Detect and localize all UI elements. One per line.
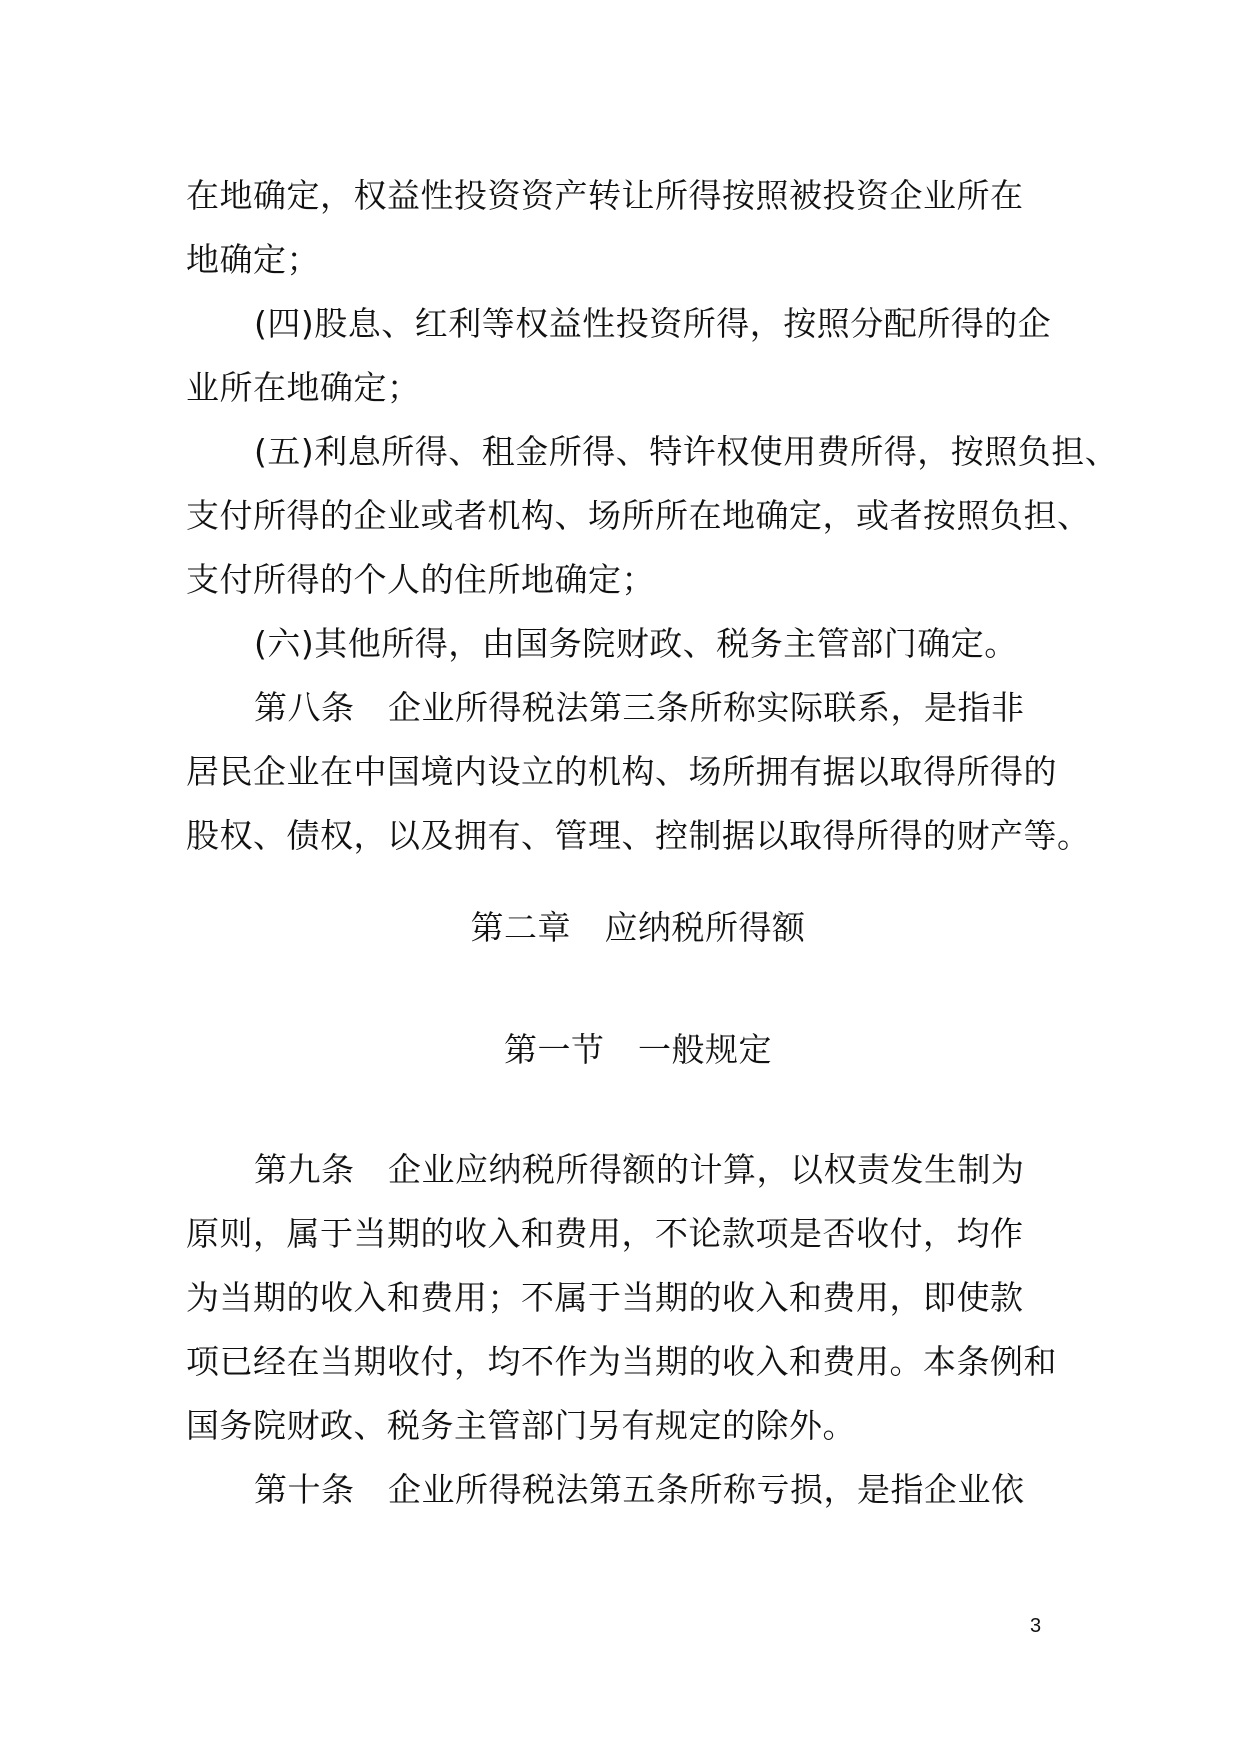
text-line: (六)其他所得，由国务院财政、税务主管部门确定。 [254, 624, 1018, 663]
text-line: 业所在地确定； [186, 368, 421, 407]
text-line: 为当期的收入和费用；不属于当期的收入和费用，即使款 [186, 1278, 1024, 1317]
text-line: (五)利息所得、租金所得、特许权使用费所得，按照负担、 [254, 432, 1119, 471]
article-10-start: 第十条 企业所得税法第五条所称亏损，是指企业依 [254, 1470, 1025, 1509]
article-9-start: 第九条 企业应纳税所得额的计算，以权责发生制为 [254, 1150, 1025, 1189]
text-line: 在地确定，权益性投资资产转让所得按照被投资企业所在 [186, 176, 1024, 215]
text-line: 原则，属于当期的收入和费用，不论款项是否收付，均作 [186, 1214, 1024, 1253]
page-number: 3 [1030, 1615, 1042, 1637]
text-line: 国务院财政、税务主管部门另有规定的除外。 [186, 1406, 856, 1445]
text-line: (四)股息、红利等权益性投资所得，按照分配所得的企 [254, 304, 1052, 343]
text-line: 支付所得的个人的住所地确定； [186, 560, 655, 599]
chapter-heading: 第二章 应纳税所得额 [470, 908, 806, 947]
text-line: 地确定； [186, 240, 320, 279]
article-8-start: 第八条 企业所得税法第三条所称实际联系，是指非 [254, 688, 1025, 727]
text-line: 支付所得的企业或者机构、场所所在地确定，或者按照负担、 [186, 496, 1091, 535]
text-line: 项已经在当期收付，均不作为当期的收入和费用。本条例和 [186, 1342, 1057, 1381]
section-heading: 第一节 一般规定 [504, 1030, 772, 1069]
text-line: 居民企业在中国境内设立的机构、场所拥有据以取得所得的 [186, 752, 1057, 791]
text-line: 股权、债权，以及拥有、管理、控制据以取得所得的财产等。 [186, 816, 1091, 855]
